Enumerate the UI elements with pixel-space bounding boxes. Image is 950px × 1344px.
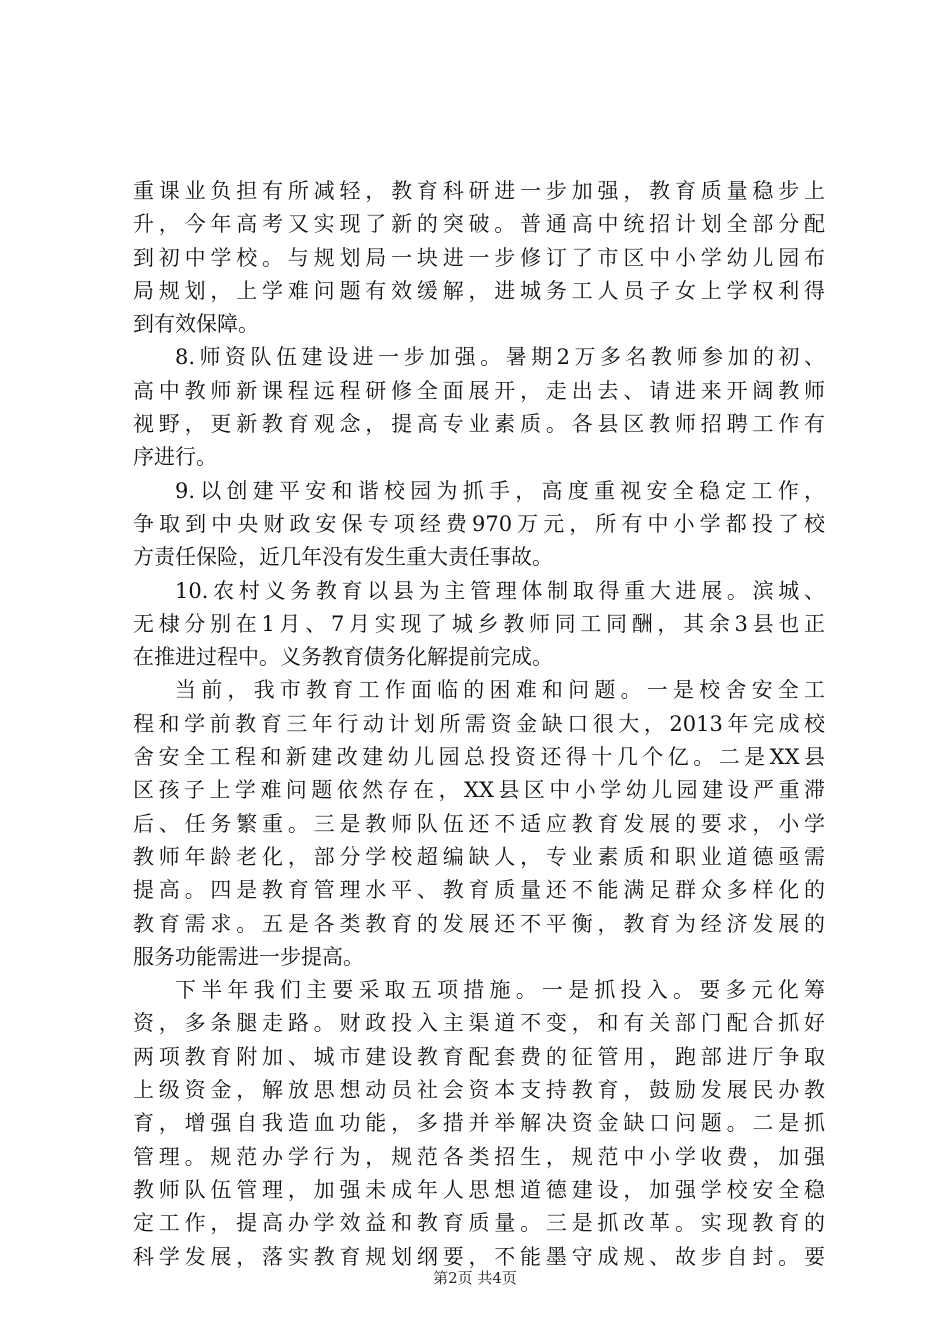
text-line: 提高。四是教育管理水平、教育质量还不能满足群众多样化的: [133, 878, 825, 903]
text-line: 无棣分别在1月、7月实现了城乡教师同工同酬，其余3县也正: [133, 611, 825, 636]
text-line: 资，多条腿走路。财政投入主渠道不变，和有关部门配合抓好: [133, 1011, 825, 1036]
text-line: 争取到中央财政安保专项经费970万元，所有中小学都投了校: [133, 511, 825, 536]
text-line: 高中教师新课程远程研修全面展开，走出去、请进来开阔教师: [133, 378, 825, 403]
text-line: 教师队伍管理，加强未成年人思想道德建设，加强学校安全稳: [133, 1177, 825, 1202]
text-line: 教育需求。五是各类教育的发展还不平衡，教育为经济发展的: [133, 911, 825, 936]
text-line: 定工作，提高办学效益和教育质量。三是抓改革。实现教育的: [133, 1211, 825, 1236]
document-body: [133, 175, 825, 1274]
text-line: 在推进过程中。义务教育债务化解提前完成。: [133, 645, 553, 670]
text-line: 8.师资队伍建设进一步加强。暑期2万多名教师参加的初、: [175, 345, 825, 370]
text-line: 舍安全工程和新建改建幼儿园总投资还得十几个亿。二是XX县: [133, 745, 825, 770]
text-line: 10.农村义务教育以县为主管理体制取得重大进展。滨城、: [175, 578, 825, 603]
text-line: 服务功能需进一步提高。: [133, 944, 364, 969]
text-line: 后、任务繁重。三是教师队伍还不适应教育发展的要求，小学: [133, 811, 825, 836]
text-line: 下半年我们主要采取五项措施。一是抓投入。要多元化筹: [175, 978, 825, 1003]
text-line: 教师年龄老化，部分学校超编缺人，专业素质和职业道德亟需: [133, 844, 825, 869]
page-footer: 第2页 共4页: [433, 1269, 517, 1287]
text-line: 两项教育附加、城市建设教育配套费的征管用，跑部进厅争取: [133, 1044, 825, 1069]
text-line: 到初中学校。与规划局一块进一步修订了市区中小学幼儿园布: [133, 245, 825, 270]
text-line: 局规划，上学难问题有效缓解，进城务工人员子女上学权利得: [133, 278, 825, 303]
text-line: 科学发展，落实教育规划纲要，不能墨守成规、故步自封。要: [133, 1244, 825, 1269]
text-line: 区孩子上学难问题依然存在，XX县区中小学幼儿园建设严重滞: [133, 778, 825, 803]
text-line: 管理。规范办学行为，规范各类招生，规范中小学收费，加强: [133, 1144, 825, 1169]
text-line: 当前，我市教育工作面临的困难和问题。一是校舍安全工: [175, 678, 825, 703]
text-line: 方责任保险，近几年没有发生重大责任事故。: [133, 545, 553, 570]
text-line: 程和学前教育三年行动计划所需资金缺口很大，2013年完成校: [133, 711, 825, 736]
text-line: 上级资金，解放思想动员社会资本支持教育，鼓励发展民办教: [133, 1078, 825, 1103]
text-line: 重课业负担有所减轻，教育科研进一步加强，教育质量稳步上: [133, 179, 825, 203]
text-line: 育，增强自我造血功能，多措并举解决资金缺口问题。二是抓: [133, 1111, 825, 1136]
text-line: 序进行。: [133, 445, 217, 470]
text-line: 到有效保障。: [133, 312, 259, 337]
text-line: 视野，更新教育观念，提高专业素质。各县区教师招聘工作有: [133, 412, 825, 437]
text-line: 升，今年高考又实现了新的突破。普通高中统招计划全部分配: [133, 212, 825, 237]
text-line: 9.以创建平安和谐校园为抓手，高度重视安全稳定工作，: [175, 478, 825, 503]
